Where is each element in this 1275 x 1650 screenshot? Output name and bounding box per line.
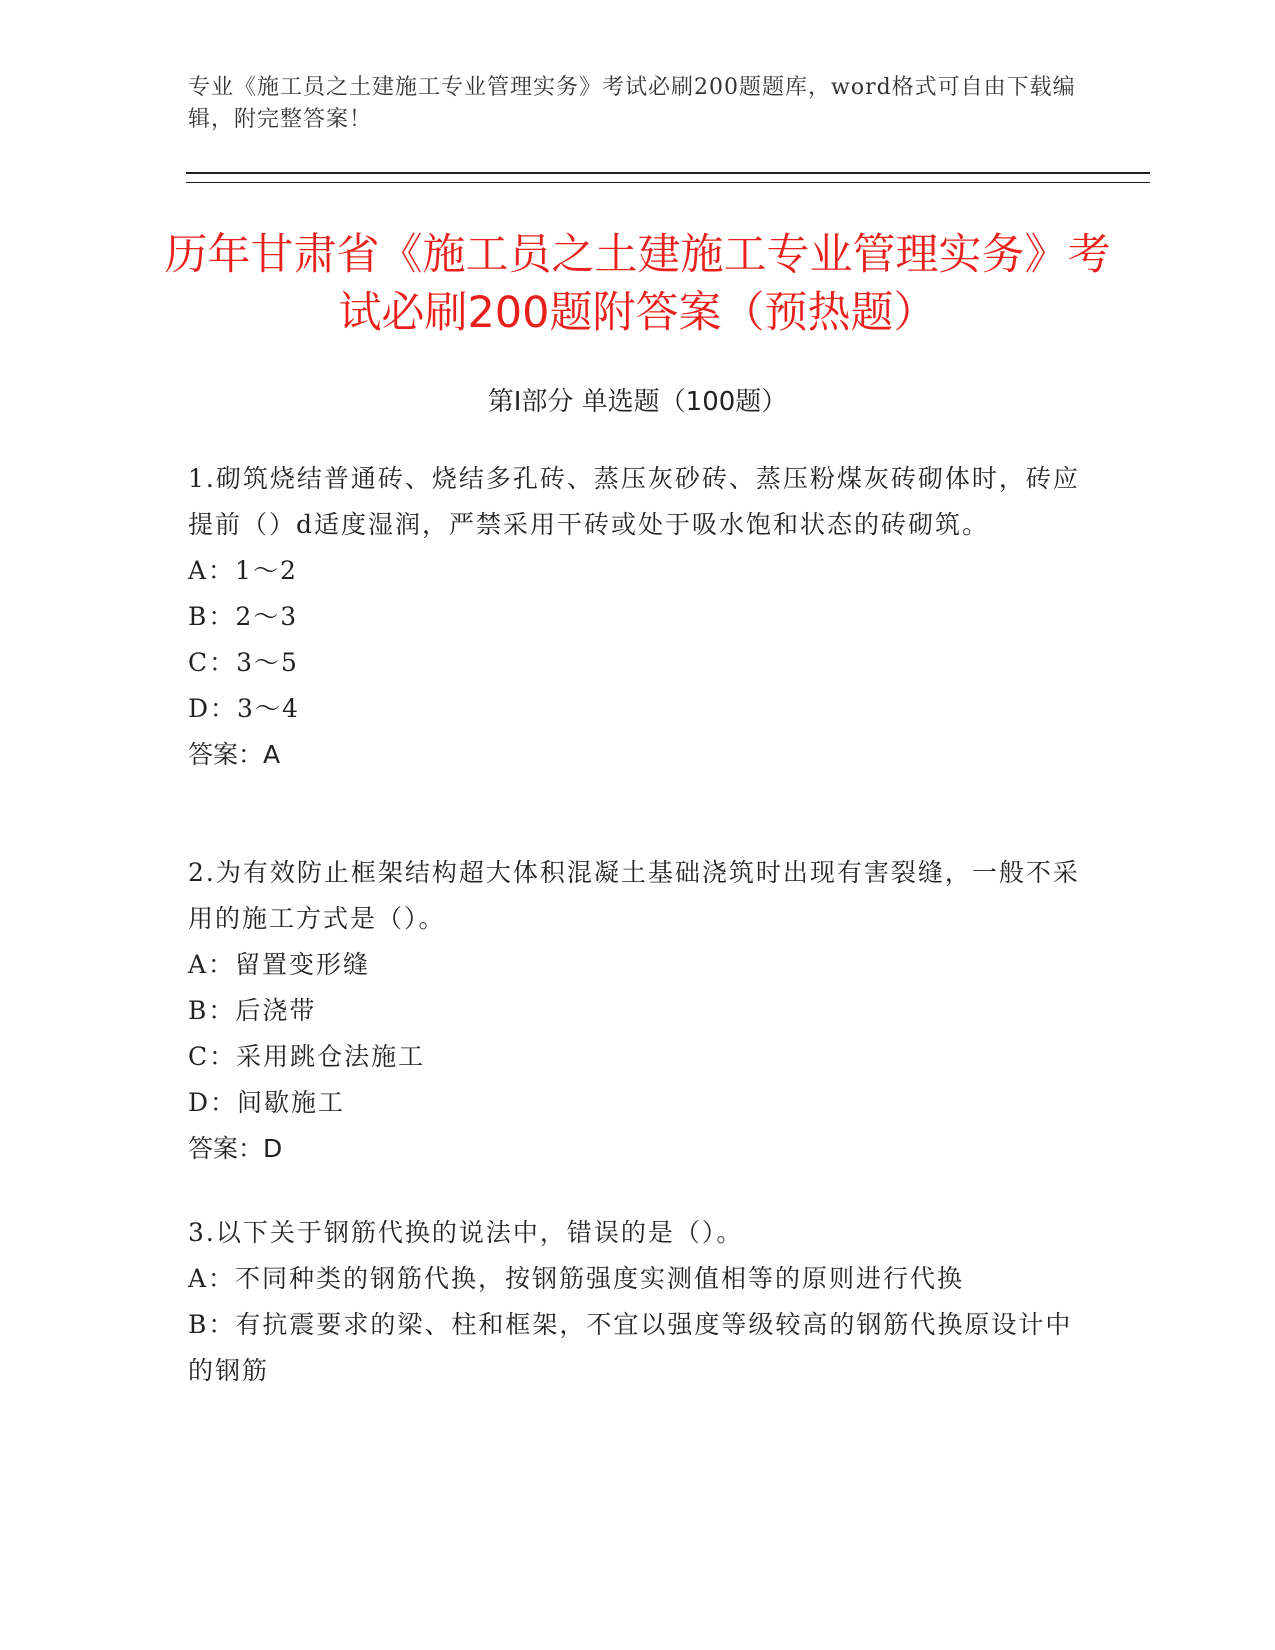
header-divider-thick <box>186 172 1150 174</box>
option-a: A：1～2 <box>188 556 298 585</box>
option-b: B：2～3 <box>188 602 299 631</box>
section-heading: 第Ⅰ部分 单选题（100题） <box>487 387 788 417</box>
answer: 答案：D <box>188 1134 283 1163</box>
option-a: A：留置变形缝 <box>188 950 371 979</box>
header-note: 专业《施工员之土建施工专业管理实务》考试必刷200题题库，word格式可自由下载编辑，附完整答案！ <box>188 75 1076 132</box>
option-a: A：不同种类的钢筋代换，按钢筋强度实测值相等的原则进行代换 <box>188 1264 965 1293</box>
question-text: 1.砌筑烧结普通砖、烧结多孔砖、蒸压灰砂砖、蒸压粉煤灰砖砌体时，砖应提前（）d适度湿润，严禁采用干砖或处于吸水饱和状态的砖砌筑。 <box>188 464 1080 539</box>
option-c: C：3～5 <box>188 648 299 677</box>
question-text: 3.以下关于钢筋代换的说法中，错误的是（）。 <box>188 1218 744 1247</box>
header-divider-thin <box>186 182 1150 183</box>
question-text: 2.为有效防止框架结构超大体积混凝土基础浇筑时出现有害裂缝，一般不采用的施工方式是（）。 <box>188 858 1080 933</box>
question-2 <box>188 850 1088 1172</box>
option-b: B：有抗震要求的梁、柱和框架，不宜以强度等级较高的钢筋代换原设计中的钢筋 <box>188 1310 1073 1385</box>
document-title: 历年甘肃省《施工员之土建施工专业管理实务》考试必刷200题附答案（预热题） <box>164 230 1111 338</box>
option-d: D：3～4 <box>188 694 300 723</box>
question-3 <box>188 1210 1088 1394</box>
answer: 答案：A <box>188 740 281 769</box>
option-c: C：采用跳仓法施工 <box>188 1042 426 1071</box>
option-d: D：间歇施工 <box>188 1088 346 1117</box>
question-1 <box>188 456 1088 778</box>
option-b: B：后浇带 <box>188 996 317 1025</box>
